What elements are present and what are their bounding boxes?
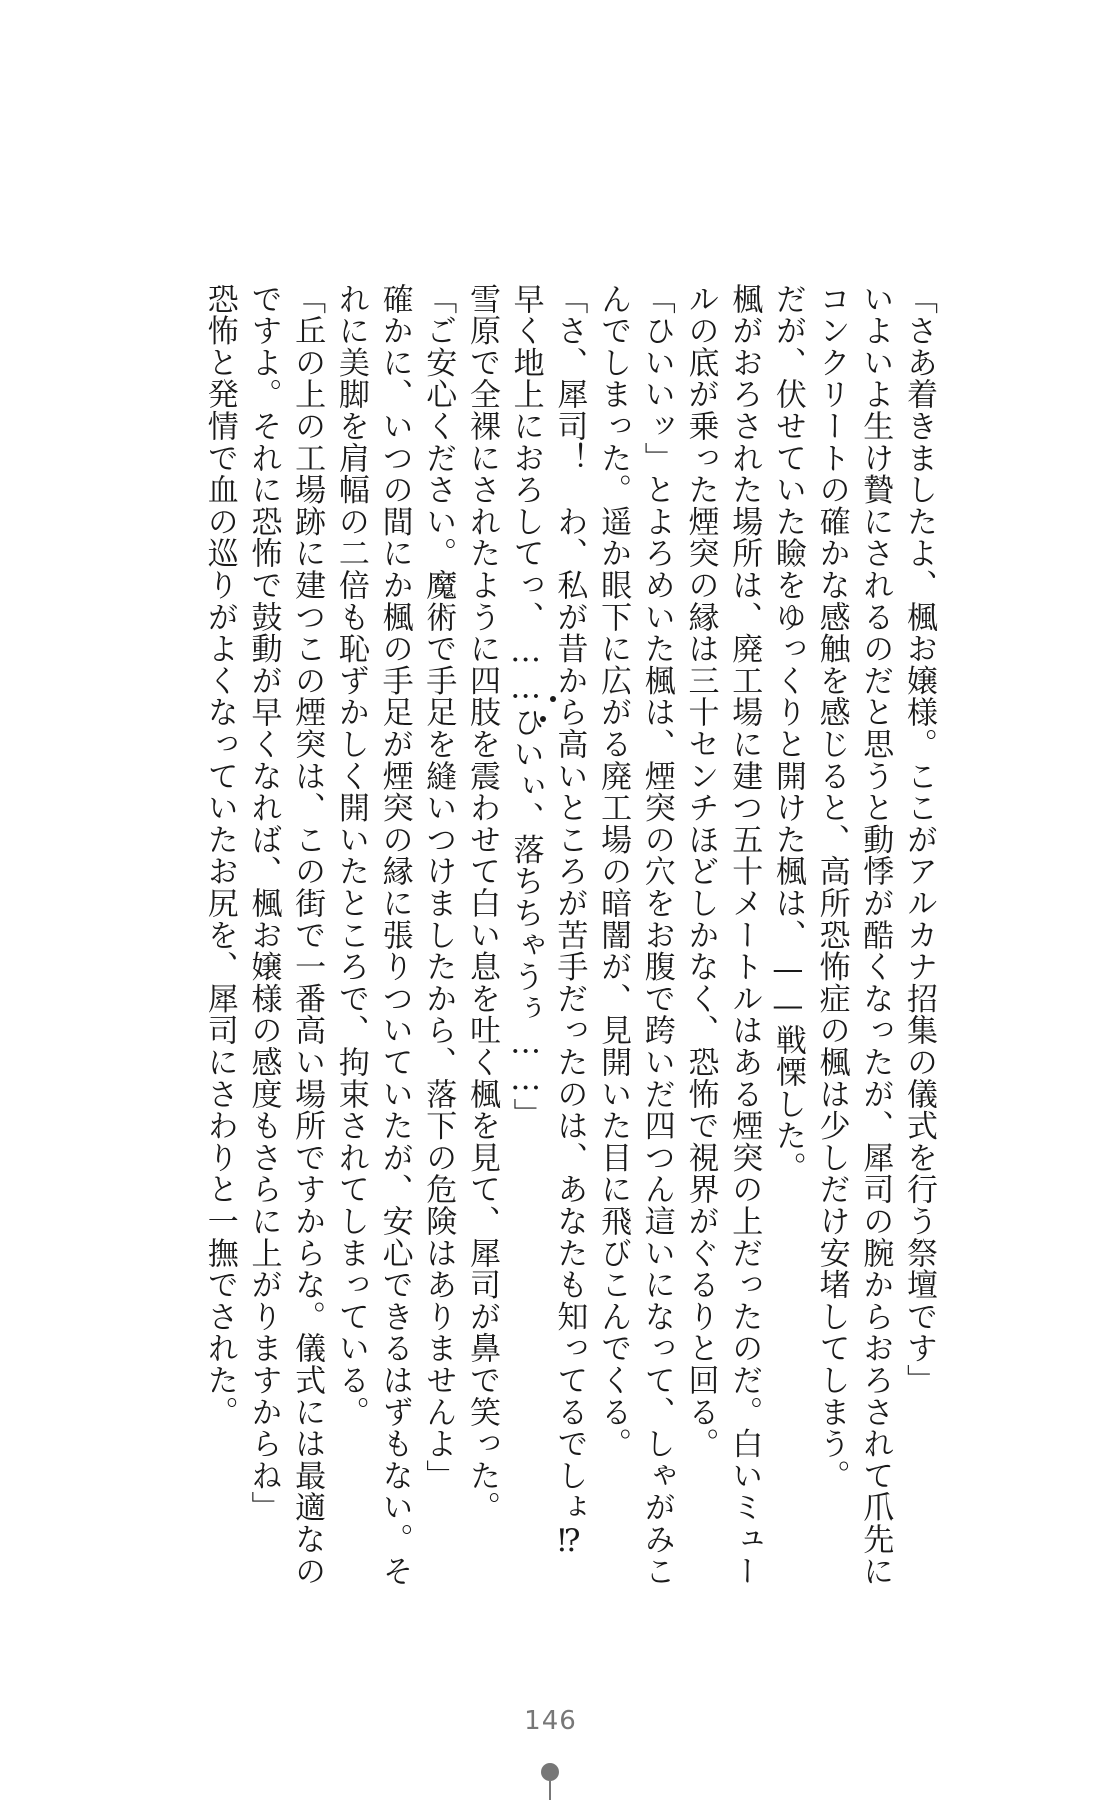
paragraph: 「ご安心ください。魔術で手足を縫いつけましたから、落下の危険はありませんよ」 (420, 283, 457, 1492)
paragraph: 「さ、犀司！ わ、私が昔から高いところが苦手だったのは、あなたも知ってるでしょ⁉ 早く地上におろしてっ、……ひいぃ、落ちちゃうぅ……」 (507, 283, 588, 1592)
page-number: 146 (524, 1706, 577, 1736)
paragraph: 「ひいいッ」とよろめいた楓は、煙突の穴をお腹で跨いだ四つん這いになって、しゃがみこんでしまった。遥か眼下に広がる廃工場の暗闇が、見開いた目に飛びこんでくる。 (595, 283, 675, 1587)
paragraph: だが、伏せていた瞼をゆっくりと開けた楓は、——戦慄した。 (769, 283, 806, 1184)
paragraph: 確かに、いつの間にか楓の手足が煙突の縁に張りついていたが、安心できるはずもない。それに美脚を肩幅の二倍も恥ずかしく開いたところで、拘束されてしまっている。 (332, 283, 413, 1587)
page-marker-dot (541, 1763, 559, 1781)
paragraph: 「丘の上の工場跡に建つこの煙突は、この街で一番高い場所ですからな。儀式には最適なのですよ。それに恐怖で鼓動が早くなれば、楓お嬢様の感度もさらに上がりますからね」 (245, 283, 326, 1587)
paragraph: 雪原で全裸にされたように四肢を震わせて白い息を吐く楓を見て、犀司が鼻で笑った。 (463, 283, 500, 1524)
paragraph: 楓がおろされた場所は、廃工場に建つ五十メートルはある煙突の上だったのだ。白いミュールの底が乗った煙突の縁は三十センチほどしかなく、恐怖で視界がぐるりと回る。 (682, 283, 763, 1587)
paragraph: 恐怖と発情で血の巡りがよくなっていたお尻を、犀司にさわりと一撫でされた。 (201, 283, 238, 1428)
paragraph: いよいよ生け贄にされるのだと思うと動悸が酷くなったが、犀司の腕からおろされて爪先にコンクリートの確かな感触を感じると、高所恐怖症の楓は少しだけ安堵してしまう。 (813, 283, 894, 1587)
page-marker-line (549, 1781, 551, 1800)
paragraph: 「さあ着きましたよ、楓お嬢様。ここがアルカナ招集の儀式を行う祭壇です」 (901, 283, 937, 1396)
vertical-text-body (140, 283, 940, 1603)
